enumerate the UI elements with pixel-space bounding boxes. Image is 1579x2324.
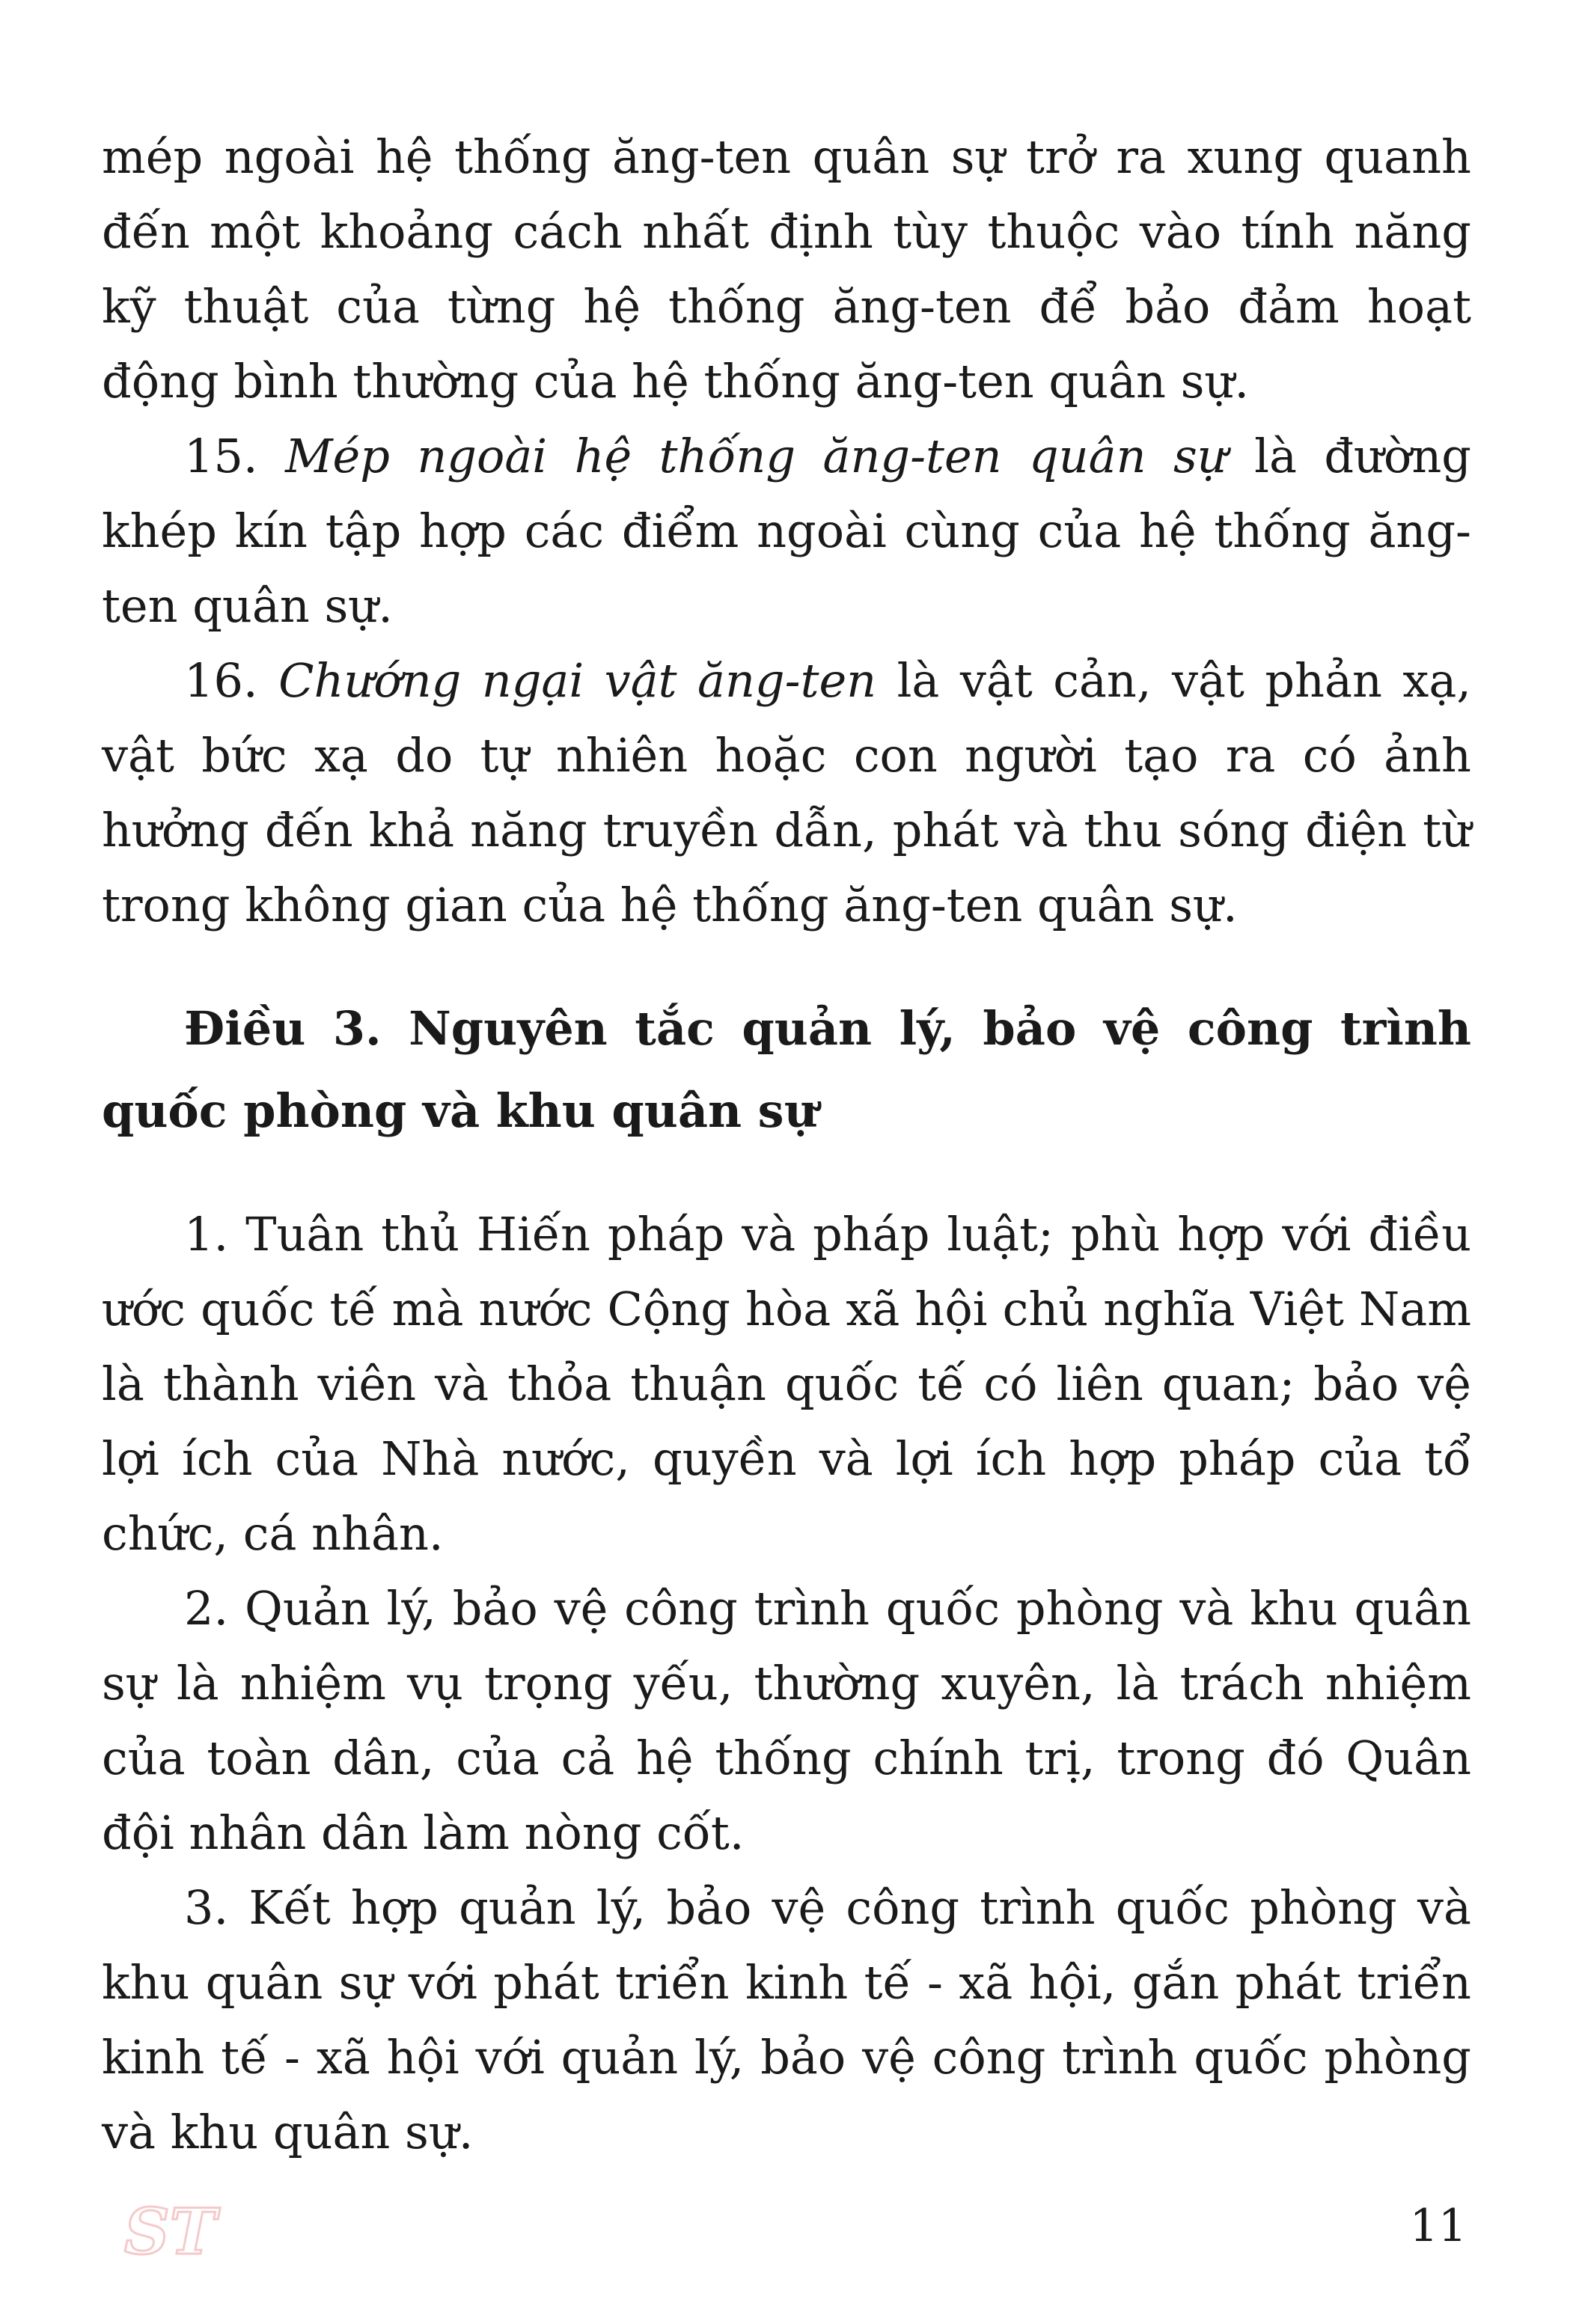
paragraph-continuation: mép ngoài hệ thống ăng-ten quân sự trở ra xung quanh đến một khoảng cách nhất định tùy thuộc vào tính năng kỹ thuật của từng hệ thống ăng-ten để bảo đảm hoạt động bình thường của hệ thống ăng-ten quân sự. xyxy=(102,129,1471,409)
definition-15-number: 15. xyxy=(184,429,286,483)
svg-text:ST: ST xyxy=(124,2195,217,2269)
definition-15-text: là đường khép kín tập hợp các điểm ngoài cùng của hệ thống ăng-ten quân sự. xyxy=(102,429,1471,633)
page-number: 11 xyxy=(1409,2200,1467,2252)
definition-15 xyxy=(102,419,1471,643)
article-3-item-2: 2. Quản lý, bảo vệ công trình quốc phòng và khu quân sự là nhiệm vụ trọng yếu, thường xuyên, là trách nhiệm của toàn dân, của cả hệ thống chính trị, trong đó Quân đội nhân dân làm nòng cốt. xyxy=(102,1581,1471,1860)
publisher-logo-icon xyxy=(120,2192,217,2269)
definition-16-text: là vật cản, vật phản xạ, vật bức xạ do tự nhiên hoặc con người tạo ra có ảnh hưởng đến khả năng truyền dẫn, phát và thu sóng điện từ trong không gian của hệ thống ăng-ten quân sự. xyxy=(102,653,1471,932)
article-3-heading: Điều 3. Nguyên tắc quản lý, bảo vệ công trình quốc phòng và khu quân sự xyxy=(102,1001,1471,1138)
definition-16 xyxy=(102,643,1471,943)
article-3-item-1: 1. Tuân thủ Hiến pháp và pháp luật; phù hợp với điều ước quốc tế mà nước Cộng hòa xã hội chủ nghĩa Việt Nam là thành viên và thỏa thuận quốc tế có liên quan; bảo vệ lợi ích của Nhà nước, quyền và lợi ích hợp pháp của tổ chức, cá nhân. xyxy=(102,1207,1471,1561)
definition-15-term: Mép ngoài hệ thống ăng-ten quân sự xyxy=(285,429,1227,483)
article-3-item-3: 3. Kết hợp quản lý, bảo vệ công trình quốc phòng và khu quân sự với phát triển kinh tế - xã hội, gắn phát triển kinh tế - xã hội với quản lý, bảo vệ công trình quốc phòng và khu quân sự. xyxy=(102,1880,1471,2159)
definition-16-number: 16. xyxy=(184,653,279,708)
definition-16-term: Chướng ngại vật ăng-ten xyxy=(278,653,877,708)
document-page xyxy=(102,120,1471,2170)
